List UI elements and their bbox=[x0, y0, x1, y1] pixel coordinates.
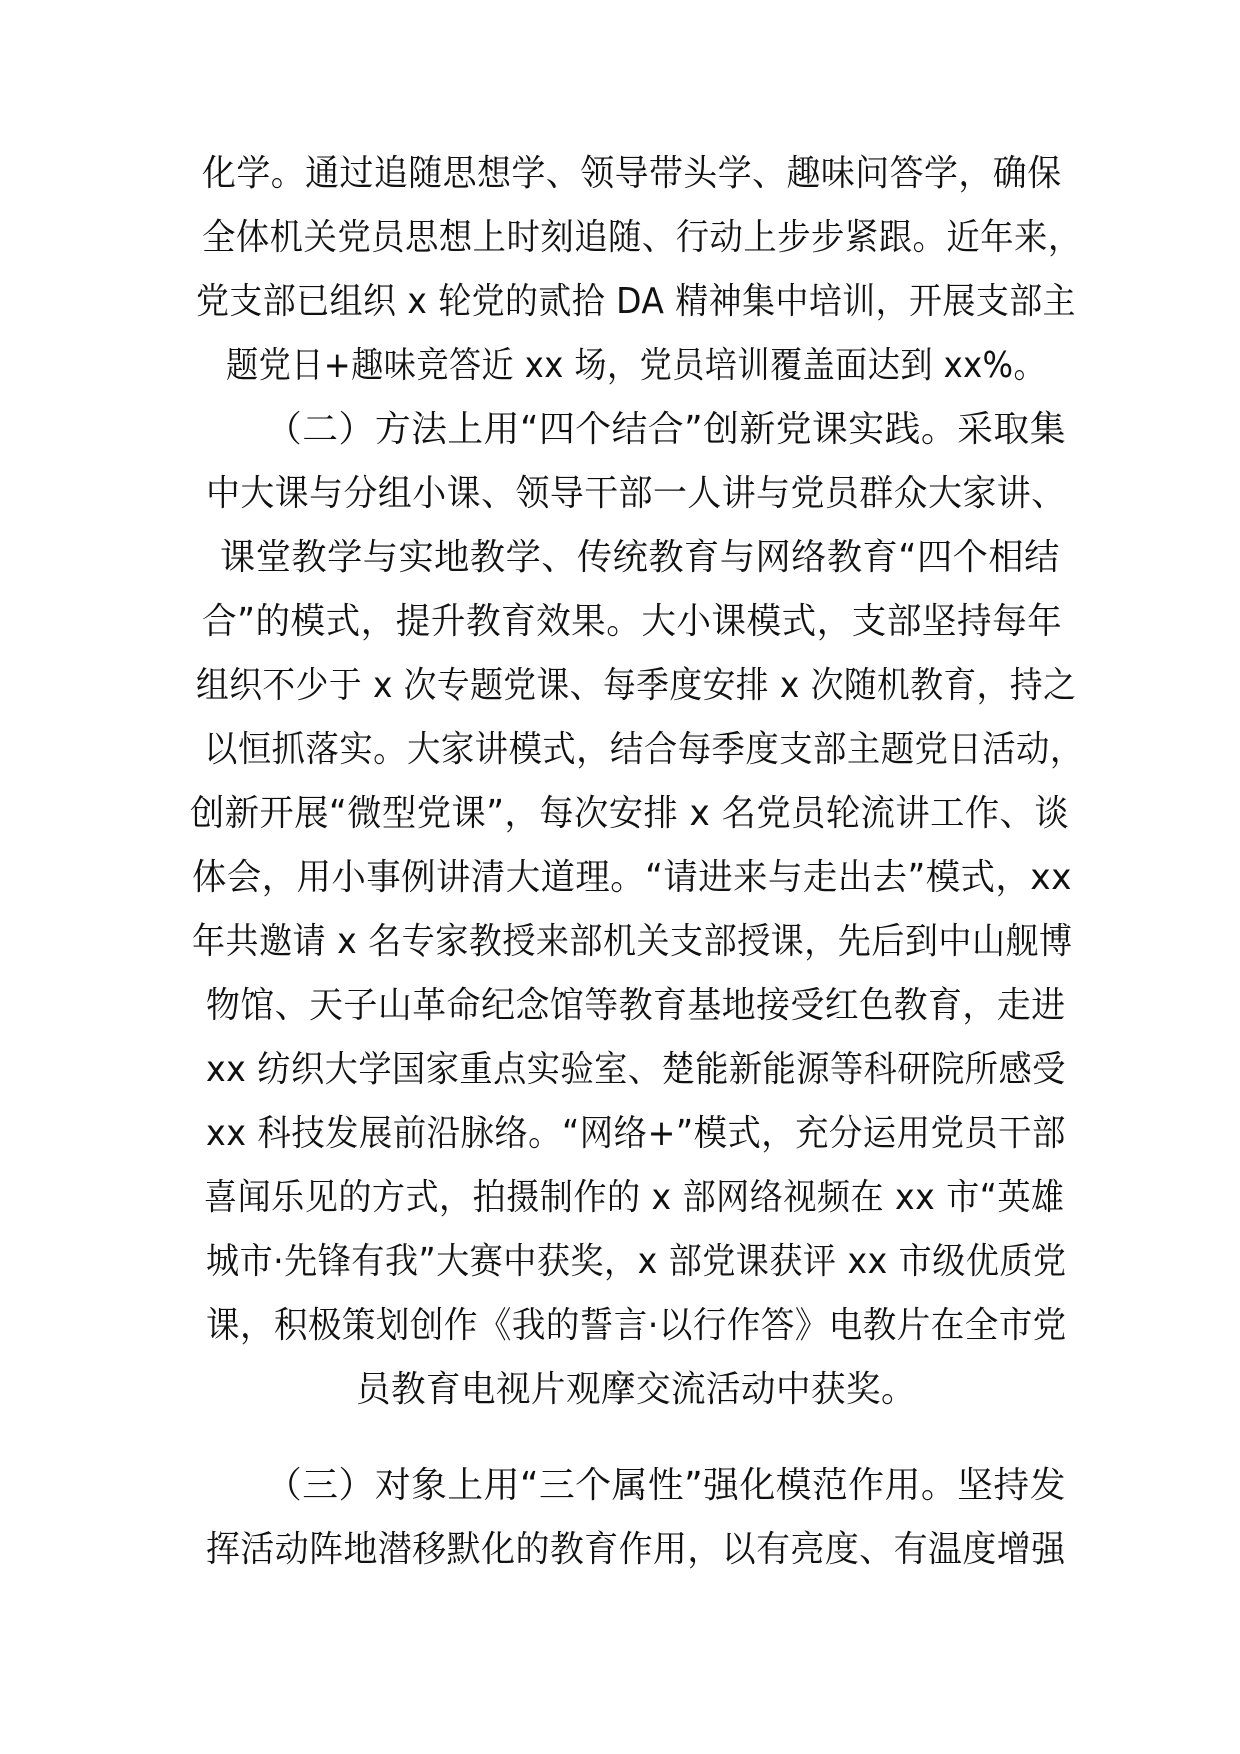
text-line-14: 物馆、天子山革命纪念馆等教育基地接受红色教育，走进 bbox=[206, 985, 1066, 1026]
text-line-15: xx 纺织大学国家重点实验室、楚能新能源等科研院所感受 bbox=[206, 1049, 1066, 1090]
text-line-13: 年共邀请 x 名专家教授来部机关支部授课，先后到中山舰博 bbox=[192, 921, 1073, 962]
text-line-9: 组织不少于 x 次专题党课、每季度安排 x 次随机教育，持之 bbox=[196, 665, 1077, 706]
text-line-6: 中大课与分组小课、领导干部一人讲与党员群众大家讲、 bbox=[206, 473, 1066, 514]
text-line-20: 员教育电视片观摩交流活动中获奖。 bbox=[356, 1369, 917, 1410]
text-line-5: （二）方法上用“四个结合”创新党课实践。采取集 bbox=[266, 409, 1066, 450]
text-line-12: 体会，用小事例讲清大道理。“请进来与走出去”模式，xx bbox=[192, 857, 1072, 898]
text-line-16: xx 科技发展前沿脉络。“网络+”模式，充分运用党员干部 bbox=[206, 1113, 1066, 1154]
text-line-18: 城市·先锋有我”大赛中获奖，x 部党课获评 xx 市级优质党 bbox=[206, 1241, 1067, 1282]
text-line-7: 课堂教学与实地教学、传统教育与网络教育“四个相结 bbox=[220, 537, 1060, 578]
text-line-22: 挥活动阵地潜移默化的教育作用，以有亮度、有温度增强 bbox=[206, 1529, 1066, 1570]
text-line-19: 课，积极策划创作《我的誓言·以行作答》电教片在全市党 bbox=[206, 1305, 1067, 1346]
text-line-4: 题党日+趣味竞答近 xx 场，党员培训覆盖面达到 xx%。 bbox=[226, 345, 1047, 386]
text-line-3: 党支部已组织 x 轮党的贰拾 DA 精神集中培训，开展支部主 bbox=[196, 281, 1077, 322]
text-line-2: 全体机关党员思想上时刻追随、行动上步步紧跟。近年来， bbox=[202, 217, 1082, 258]
text-line-17: 喜闻乐见的方式，拍摄制作的 x 部网络视频在 xx 市“英雄 bbox=[204, 1177, 1065, 1218]
text-line-8: 合”的模式，提升教育效果。大小课模式，支部坚持每年 bbox=[202, 601, 1063, 642]
text-line-10: 以恒抓落实。大家讲模式，结合每季度支部主题党日活动， bbox=[204, 729, 1084, 770]
text-line-11: 创新开展“微型党课”，每次安排 x 名党员轮流讲工作、谈 bbox=[190, 793, 1070, 834]
text-line-1: 化学。通过追随思想学、领导带头学、趣味问答学，确保 bbox=[202, 153, 1062, 194]
text-line-21: （三）对象上用“三个属性”强化模范作用。坚持发 bbox=[266, 1465, 1066, 1506]
